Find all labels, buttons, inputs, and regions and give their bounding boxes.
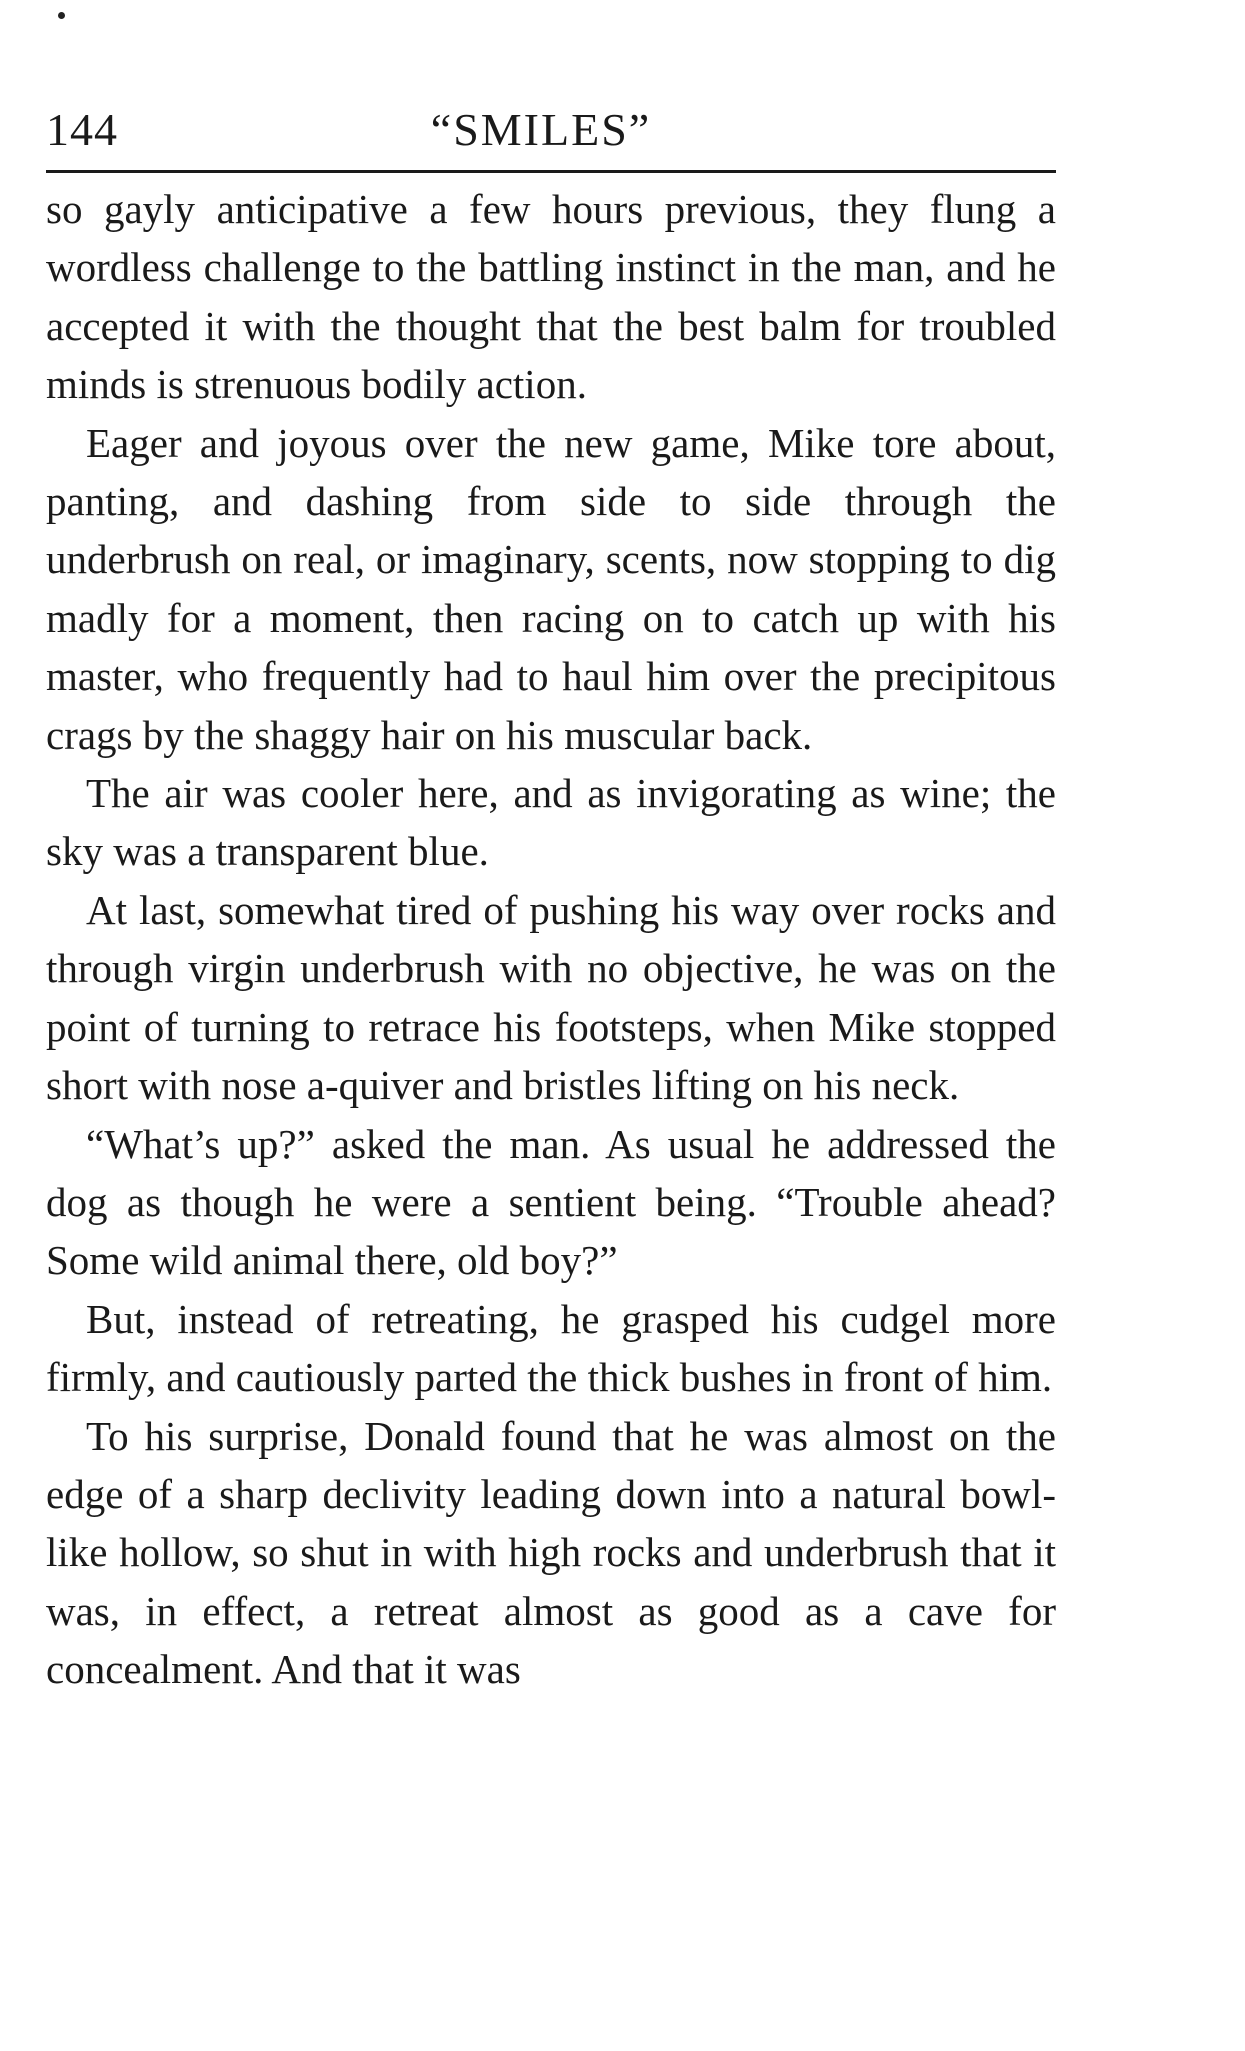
paragraph: The air was cooler here, and as invigorating as wine; the sky was a transparent blue. bbox=[46, 770, 1056, 875]
paragraph: To his surprise, Donald found that he was almost on the edge of a sharp declivity leading down into a natural bowl-like hollow, so shut in with high rocks and underbrush that it was, in effect, a retreat almost as good as a cave for concealment. And that it was bbox=[46, 1412, 1056, 1693]
paragraph: “What’s up?” asked the man. As usual he addressed the dog as though he were a sentient being. “Trouble ahead? Some wild animal there, old boy?” bbox=[46, 1120, 1056, 1284]
paragraph: But, instead of retreating, he grasped his cudgel more firmly, and cautiously parted the thick bushes in front of him. bbox=[46, 1295, 1056, 1401]
body-text bbox=[46, 180, 1056, 1699]
page-header bbox=[46, 100, 1056, 160]
paragraph: At last, somewhat tired of pushing his way over rocks and through virgin underbrush with no objective, he was on the point of turning to retrace his footsteps, when Mike stopped short with nose a-quiver and bristles lifting on his neck. bbox=[46, 886, 1056, 1109]
paragraph: Eager and joyous over the new game, Mike tore about, panting, and dashing from side to side through the underbrush on real, or imaginary, scents, now stopping to dig madly for a moment, then racing on to catch up with his master, who frequently had to haul him over the precipitous crags by the shaggy hair on his muscular back. bbox=[46, 419, 1056, 758]
running-title: “SMILES” bbox=[430, 104, 652, 155]
paragraph: so gayly anticipative a few hours previous, they flung a wordless challenge to the battling instinct in the man, and he accepted it with the thought that the best balm for troubled minds is strenuous bodily action. bbox=[46, 186, 1056, 408]
page-number: 144 bbox=[46, 104, 118, 155]
header-rule bbox=[46, 170, 1056, 173]
ink-speck bbox=[58, 12, 65, 19]
